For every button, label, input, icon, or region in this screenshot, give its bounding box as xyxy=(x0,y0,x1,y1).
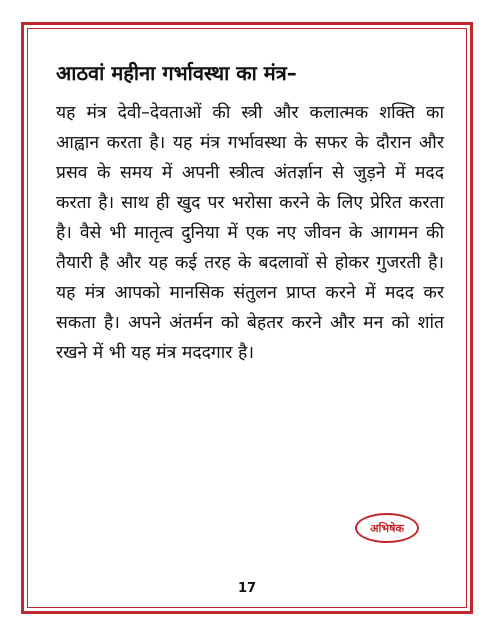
page-heading: आठवां महीना गर्भावस्था का मंत्र– xyxy=(56,61,297,85)
page-number: 17 xyxy=(237,581,257,596)
body-paragraph: यह मंत्र देवी–देवताओं की स्त्री और कलात्मक शक्ति का आह्वान करता है। यह मंत्र गर्भावस्था के सफर के दौरान और प्रसव के समय में अपनी स्त्रीत्व अंतर्ज्ञान से जुड़ने में मदद करता है। साथ ही खुद पर भरोसा करने के लिए प्रेरित करता है। वैसे भी मातृत्व दुनिया में एक नए जीवन के आगमन की तैयारी है और यह कई तरह के बदलावों से होकर गुजरती है। यह मंत्र आपको मानसिक संतुलन प्राप्त करने में मदद कर सकता है। अपने अंतर्मन को बेहतर करने और मन को शांत रखने में भी यह मंत्र मददगार है। xyxy=(56,103,444,363)
page-content xyxy=(56,58,444,368)
stamp-label: अभिषेक xyxy=(370,521,404,535)
author-stamp xyxy=(355,513,419,543)
